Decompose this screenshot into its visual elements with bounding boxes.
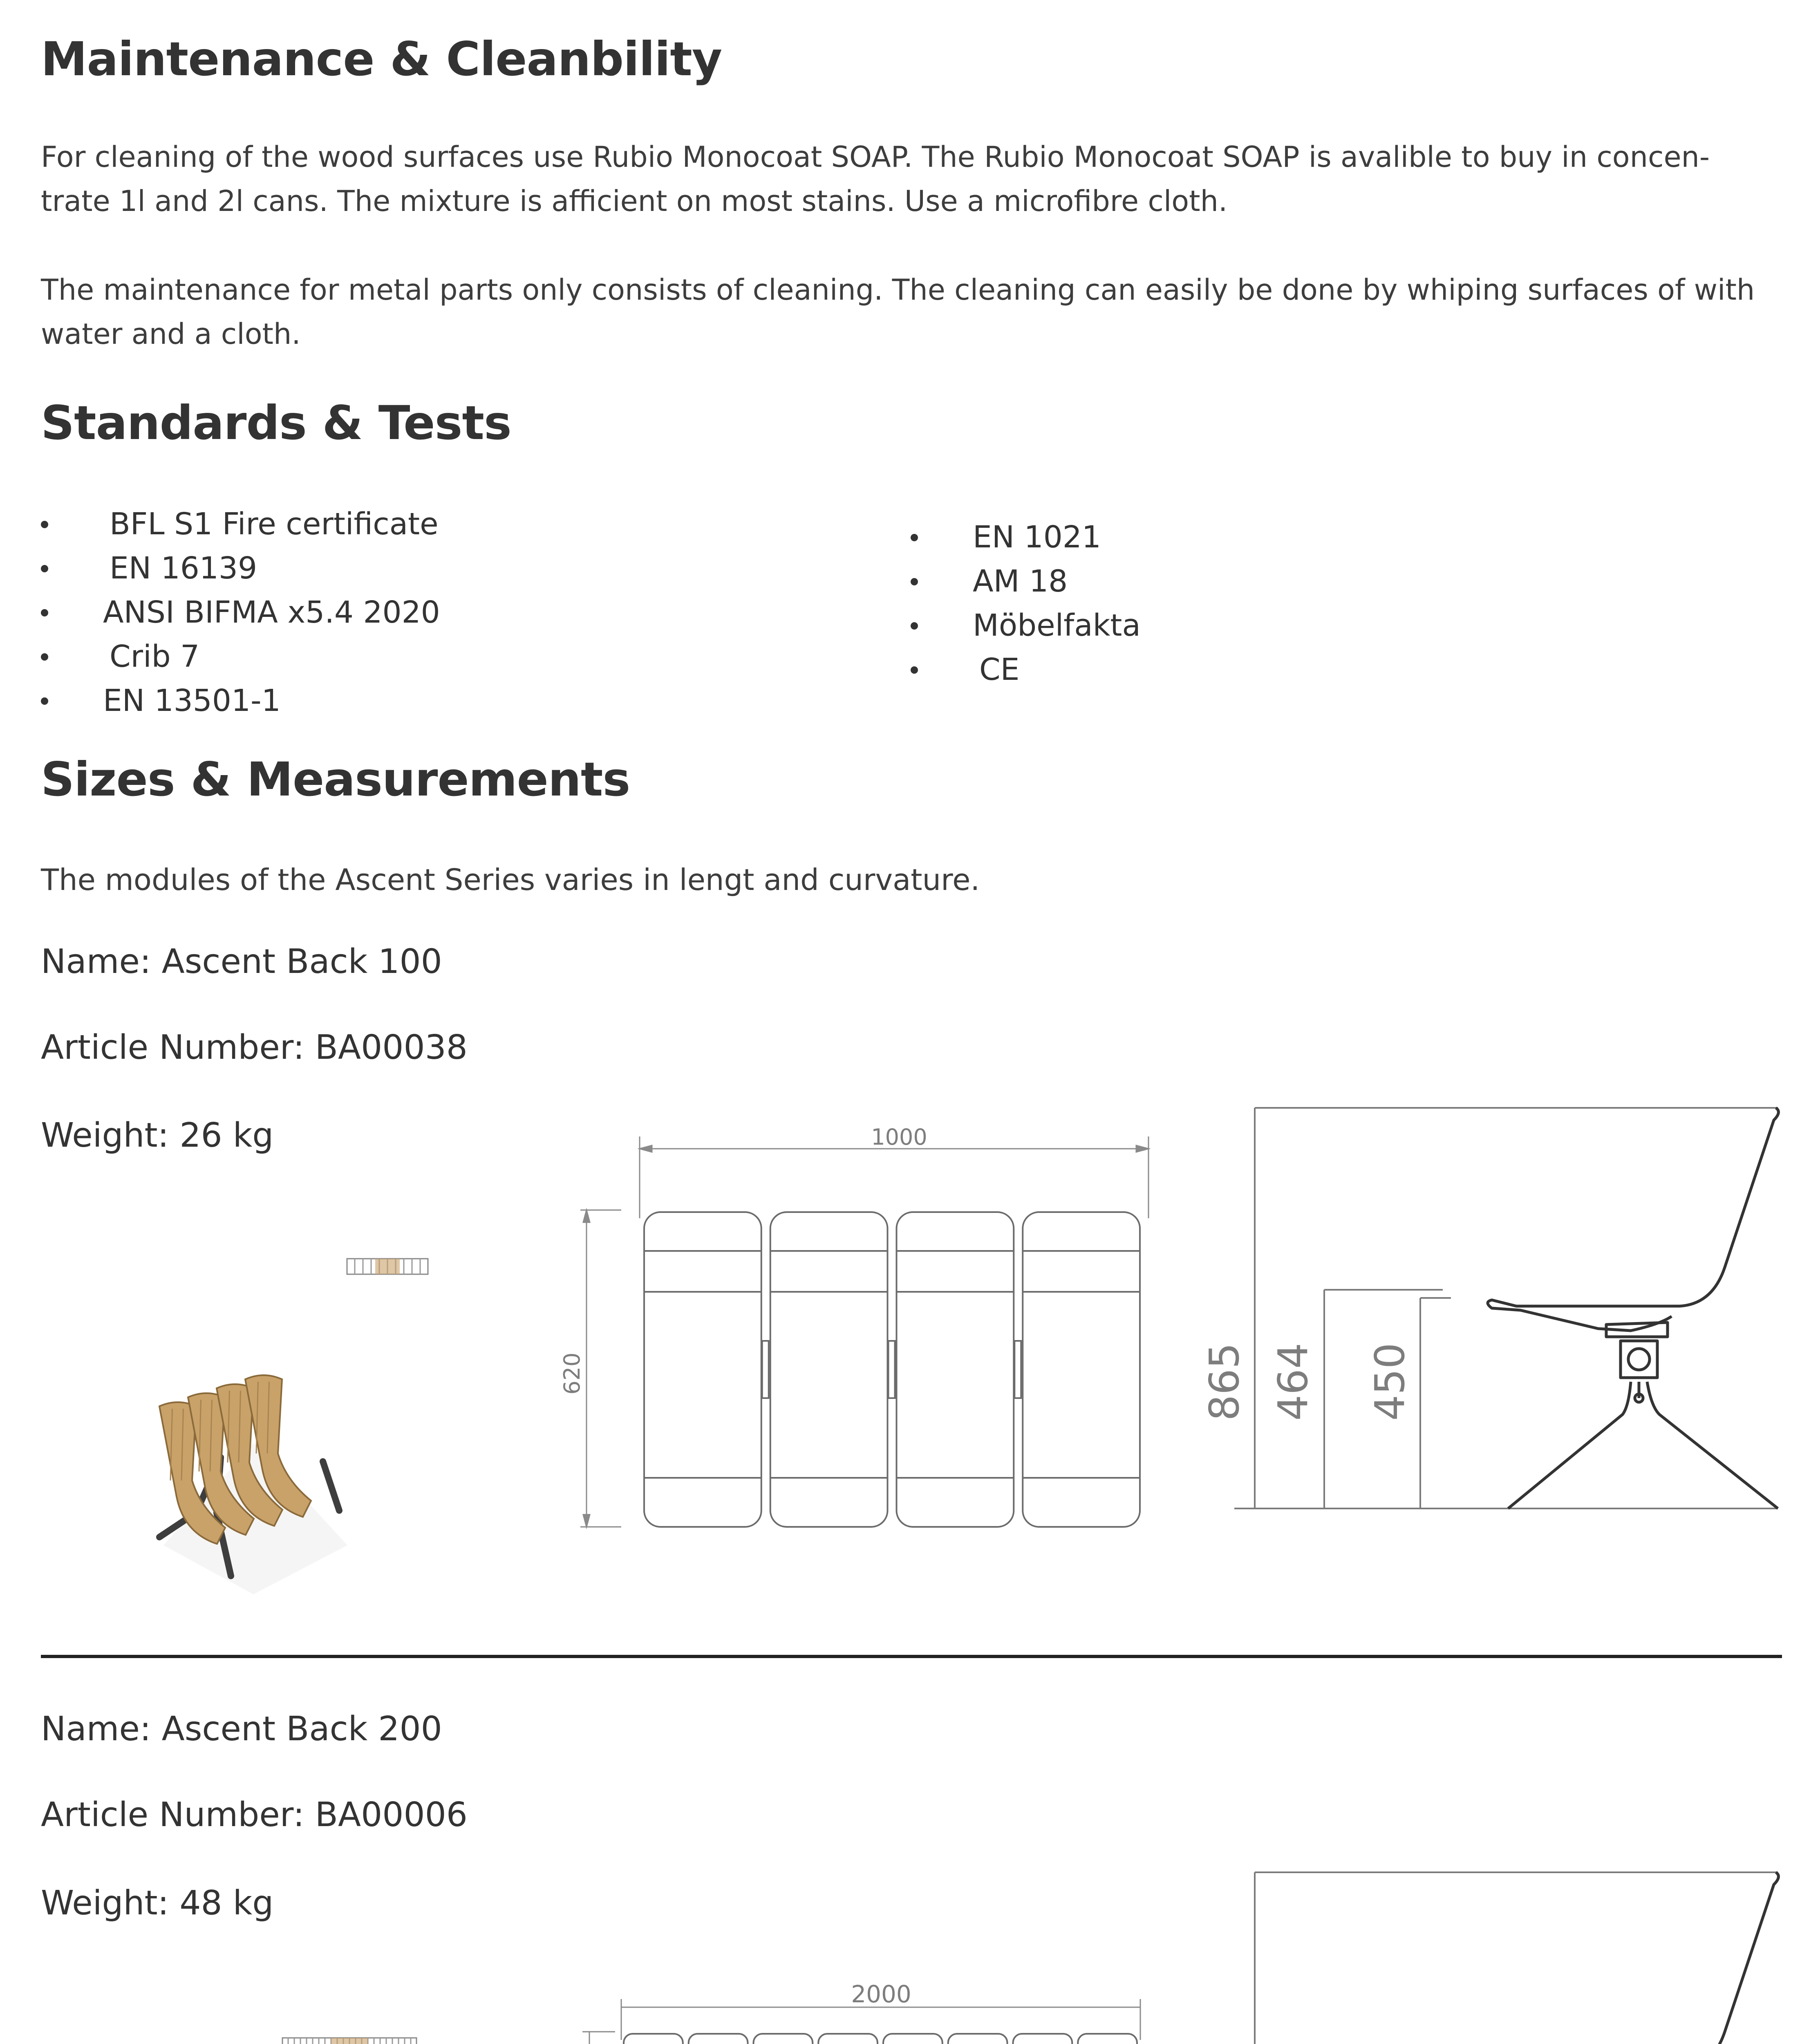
- bullet-icon: [41, 609, 48, 616]
- list-item: EN 1021: [911, 515, 1483, 559]
- list-item: AM 18: [911, 559, 1483, 603]
- chair-profile: [1488, 1872, 1778, 2044]
- product-2-side-view-drawing: [1198, 1866, 1790, 2044]
- product-2-weight: Weight: 48 kg: [41, 1884, 274, 1923]
- seat-module: [624, 2034, 683, 2044]
- wood-cleaning-text: [41, 135, 1798, 223]
- product-1-height-front: 450: [1366, 1342, 1414, 1421]
- product-2-top-view-drawing: [564, 1975, 1157, 2044]
- product-2-thumbnail-top-view: [282, 2037, 417, 2044]
- section-divider: [41, 1655, 1782, 1658]
- seat-module: [948, 2034, 1007, 2044]
- wood-cleaning-line-2: trate 1l and 2l cans. The mixture is afficient on most stains. Use a microfibre cloth.: [41, 184, 1228, 218]
- product-1-height-seat: 464: [1269, 1342, 1317, 1421]
- seat-module: [1013, 2034, 1072, 2044]
- list-item: Möbelfakta: [911, 603, 1483, 648]
- wood-cleaning-line-1: For cleaning of the wood surfaces use Rubio Monocoat SOAP. The Rubio Monocoat SOAP is avalible to buy in concen-: [41, 140, 1710, 174]
- product-1-thumbnail-top-view: [347, 1258, 428, 1275]
- bullet-icon: [41, 697, 48, 705]
- product-2-width-label: 2000: [851, 1980, 911, 2008]
- metal-cleaning-line-1: The maintenance for metal parts only consists of cleaning. The cleaning can easily be done by whiping surfaces of with: [41, 273, 1755, 307]
- sizes-heading: Sizes & Measurements: [41, 752, 630, 807]
- seat-module: [644, 1212, 761, 1527]
- bullet-icon: [911, 534, 918, 541]
- bullet-icon: [41, 565, 48, 572]
- list-item: ANSI BIFMA x5.4 2020: [41, 590, 613, 634]
- seat-module: [1023, 1212, 1140, 1527]
- product-2-article: Article Number: BA00006: [41, 1795, 468, 1834]
- product-1-top-view-drawing: [559, 1120, 1173, 1549]
- standards-list-right: [911, 515, 1483, 692]
- product-1-weight: Weight: 26 kg: [41, 1116, 274, 1155]
- product-1-depth-label: 620: [559, 1352, 585, 1395]
- bullet-icon: [41, 521, 48, 528]
- standards-heading: Standards & Tests: [41, 396, 511, 450]
- standards-list-left: [41, 502, 613, 723]
- product-1-bench-render: [151, 1349, 356, 1586]
- product-1-side-view-drawing: [1198, 1096, 1790, 1529]
- list-item: EN 13501-1: [41, 679, 613, 723]
- bullet-icon: [911, 666, 918, 674]
- seat-module: [770, 1212, 888, 1527]
- product-2-name: Name: Ascent Back 200: [41, 1710, 442, 1748]
- list-item: Crib 7: [41, 634, 613, 679]
- product-1-height-total: 865: [1200, 1342, 1248, 1421]
- maintenance-heading: Maintenance & Cleanbility: [41, 32, 722, 86]
- seat-module: [883, 2034, 942, 2044]
- seat-module: [754, 2034, 813, 2044]
- seat-module: [818, 2034, 878, 2044]
- sizes-intro: The modules of the Ascent Series varies in lengt and curvature.: [41, 863, 980, 897]
- product-1-name: Name: Ascent Back 100: [41, 942, 442, 981]
- seat-module: [897, 1212, 1014, 1527]
- bullet-icon: [911, 622, 918, 630]
- bullet-icon: [41, 653, 48, 661]
- metal-cleaning-line-2: water and a cloth.: [41, 317, 301, 351]
- seat-module: [689, 2034, 748, 2044]
- product-1-width-label: 1000: [871, 1124, 927, 1150]
- list-item: EN 16139: [41, 546, 613, 590]
- list-item: BFL S1 Fire certificate: [41, 502, 613, 546]
- list-item: CE: [911, 648, 1483, 692]
- product-1-article: Article Number: BA00038: [41, 1028, 468, 1067]
- metal-cleaning-text: [41, 268, 1798, 356]
- bullet-icon: [911, 578, 918, 585]
- chair-profile: [1488, 1108, 1778, 1508]
- seat-module: [1078, 2034, 1137, 2044]
